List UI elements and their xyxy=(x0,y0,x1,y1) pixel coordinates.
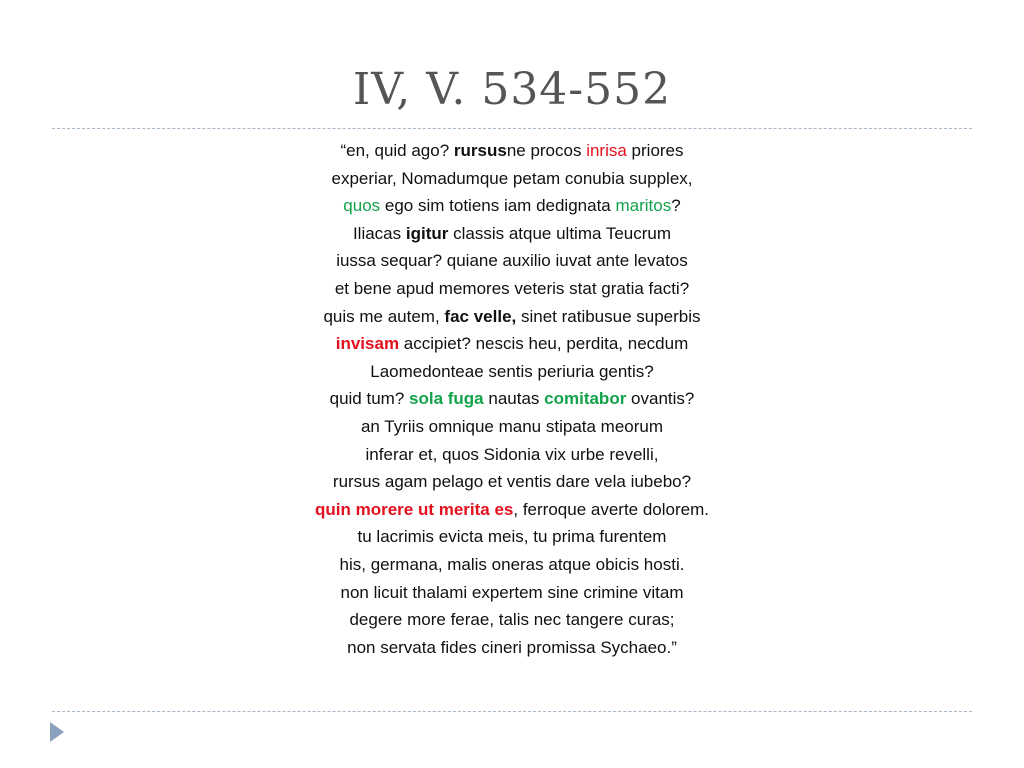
poem-line xyxy=(0,441,1024,469)
poem-line-segment: tu lacrimis evicta meis, tu prima furentem xyxy=(357,527,667,547)
poem-line-segment: priores xyxy=(626,141,684,160)
poem-line-segment: non licuit thalami expertem sine crimine vitam xyxy=(340,582,684,602)
poem-line-segment: inferar et, quos Sidonia vix urbe revelli, xyxy=(365,444,659,464)
poem-line-segment: Laomedonteae sentis periuria gentis? xyxy=(370,361,654,381)
poem-line xyxy=(0,606,1024,634)
poem-line xyxy=(0,385,1024,413)
footer-divider xyxy=(52,711,972,712)
poem-line-segment: invisam xyxy=(335,334,400,354)
poem-line xyxy=(0,220,1024,248)
poem-line-segment: , ferroque averte dolorem. xyxy=(513,499,709,519)
poem-line-segment: ego sim totiens iam dedignata xyxy=(380,196,616,216)
poem-text xyxy=(0,137,1024,661)
poem-line-segment: ne procos xyxy=(506,141,587,160)
poem-line-segment: quis me autem, xyxy=(323,306,445,326)
poem-line xyxy=(0,247,1024,275)
poem-line xyxy=(0,413,1024,441)
poem-line-segment: quos xyxy=(343,196,381,216)
poem-line-segment: sinet ratibusue superbis xyxy=(516,306,701,326)
triangle-bullet-icon xyxy=(50,722,64,742)
poem-line-segment: his, germana, malis oneras atque obicis hosti. xyxy=(339,554,685,574)
poem-line xyxy=(0,551,1024,579)
poem-line-segment: maritos xyxy=(615,196,672,216)
poem-line-segment: accipiet? nescis heu, perdita, necdum xyxy=(399,334,689,354)
poem-line xyxy=(0,192,1024,220)
poem-line-segment: sola fuga xyxy=(409,389,484,409)
poem-line xyxy=(0,468,1024,496)
poem-line-segment: inrisa xyxy=(586,141,627,160)
poem-line xyxy=(0,303,1024,331)
poem-line-segment: fac velle, xyxy=(444,306,517,326)
poem-line-segment: non servata fides cineri promissa Sychaeo.” xyxy=(347,637,677,657)
poem-line-segment: “en, quid ago? xyxy=(340,141,454,160)
poem-line-segment: ovantis? xyxy=(626,389,695,409)
poem-line-segment: ? xyxy=(671,196,681,216)
poem-line-segment: classis atque ultima Teucrum xyxy=(448,223,672,243)
poem-line-segment: nautas xyxy=(483,389,545,409)
poem-line-segment: degere more ferae, talis nec tangere curas; xyxy=(349,610,675,630)
poem-line xyxy=(0,523,1024,551)
poem-line-segment: et bene apud memores veteris stat gratia facti? xyxy=(334,278,690,298)
poem-line xyxy=(0,579,1024,607)
poem-line xyxy=(0,275,1024,303)
title-divider xyxy=(52,128,972,129)
poem-line-segment: experiar, Nomadumque petam conubia supplex, xyxy=(331,168,693,188)
poem-line xyxy=(0,330,1024,358)
poem-line-segment: comitabor xyxy=(544,389,627,409)
poem-line xyxy=(0,137,1024,165)
poem-line-segment: iussa sequar? quiane auxilio iuvat ante levatos xyxy=(336,251,688,271)
poem-line-segment: rursus agam pelago et ventis dare vela iubebo? xyxy=(332,472,692,492)
poem-line-segment: igitur xyxy=(405,223,449,243)
poem-line-segment: an Tyriis omnique manu stipata meorum xyxy=(360,416,664,436)
poem-line xyxy=(0,496,1024,524)
poem-line-segment: quin morere ut merita es xyxy=(315,499,514,519)
slide-title: IV, V. 534-552 xyxy=(352,64,672,115)
poem-line xyxy=(0,165,1024,193)
poem-line xyxy=(0,634,1024,662)
poem-line-segment: rursus xyxy=(453,141,507,160)
poem-line xyxy=(0,358,1024,386)
poem-line-segment: Iliacas xyxy=(352,223,406,243)
poem-line-segment: quid tum? xyxy=(329,389,410,409)
